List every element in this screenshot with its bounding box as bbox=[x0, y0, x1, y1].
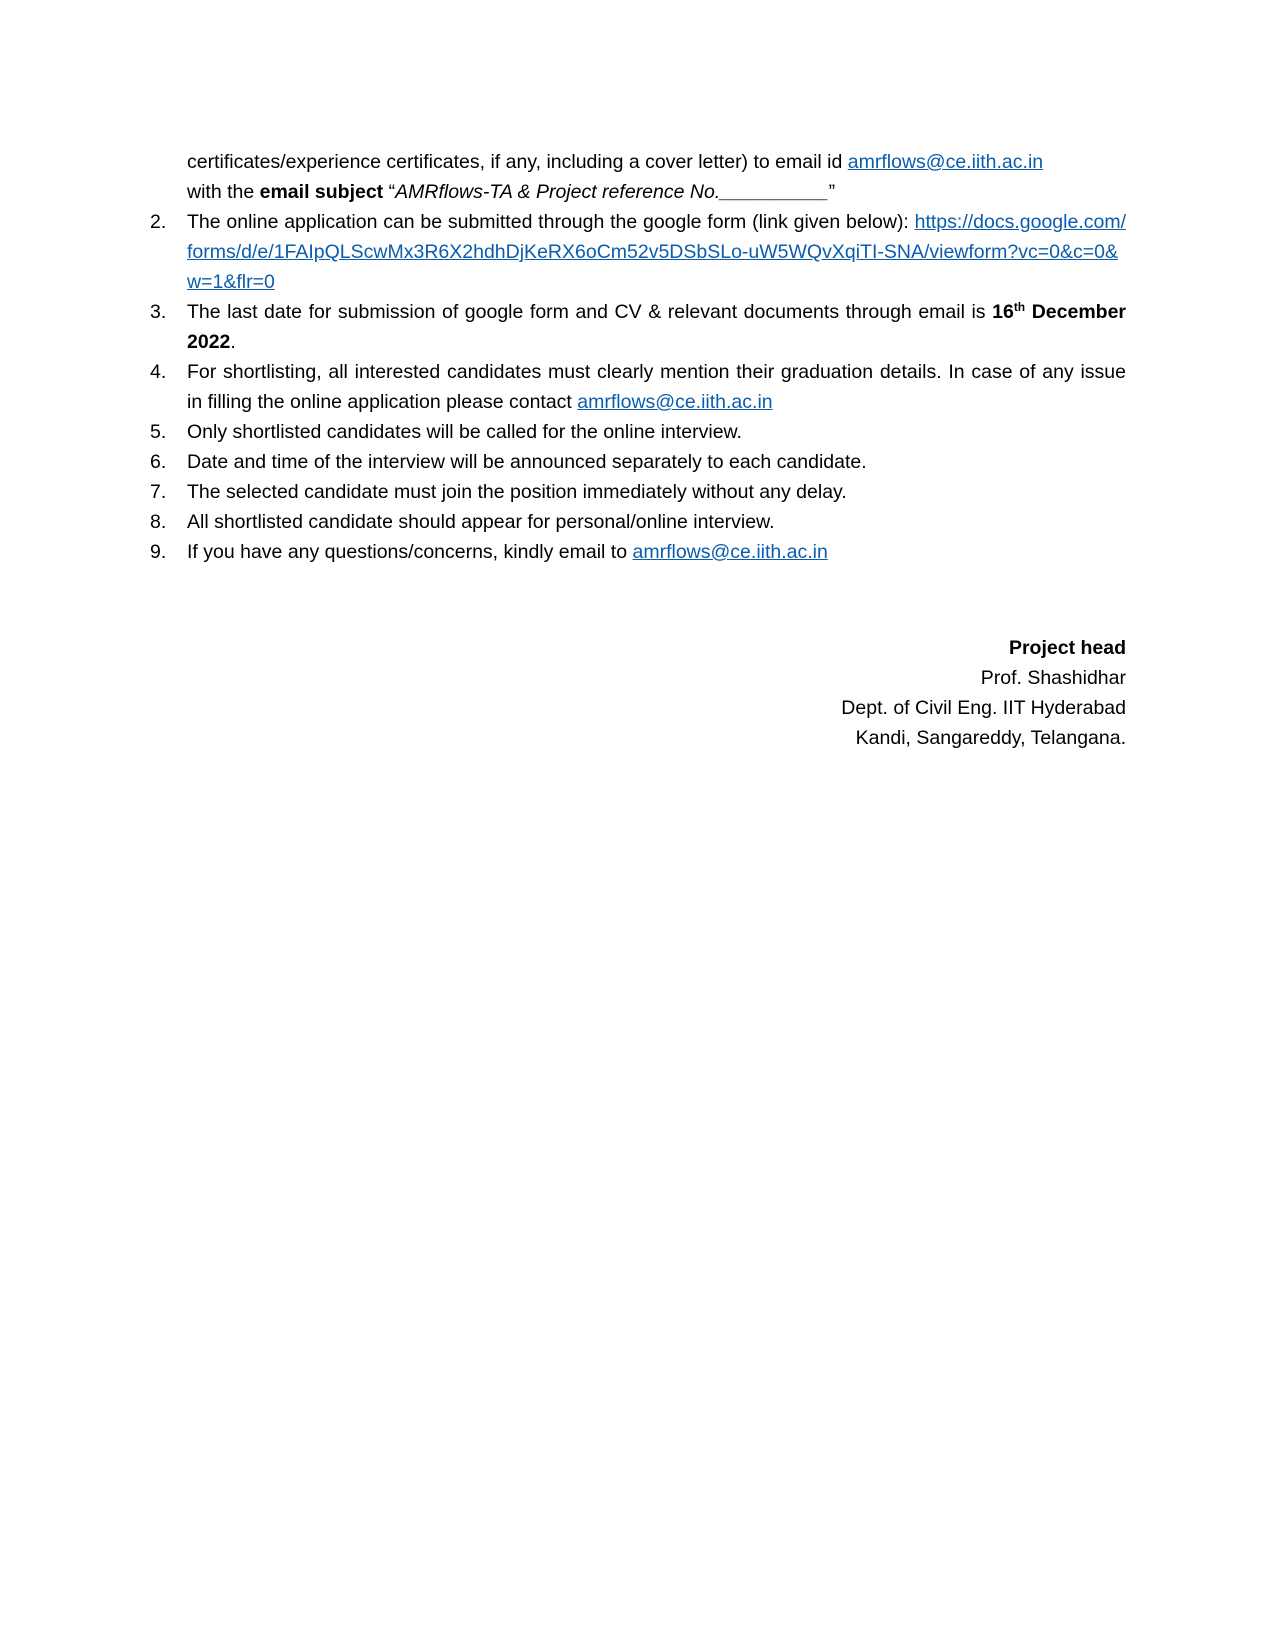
item-number: 9. bbox=[150, 541, 167, 563]
deadline-day: 16 bbox=[992, 301, 1014, 323]
list-item bbox=[150, 357, 1126, 417]
item-number: 4. bbox=[150, 361, 167, 383]
item-text: Only shortlisted candidates will be called for the online interview. bbox=[187, 421, 742, 443]
document-body bbox=[150, 147, 1126, 567]
open-quote: “ bbox=[383, 181, 396, 203]
close-quote: ” bbox=[828, 181, 836, 203]
continued-paragraph bbox=[150, 147, 1126, 207]
list-item bbox=[150, 447, 1126, 477]
email-subject-label: email subject bbox=[259, 181, 384, 203]
item-text: If you have any questions/concerns, kindly email to bbox=[187, 541, 633, 563]
deadline-day-suffix: th bbox=[1013, 300, 1026, 314]
list-item bbox=[150, 477, 1126, 507]
signature-department: Dept. of Civil Eng. IIT Hyderabad bbox=[841, 697, 1126, 719]
list-item bbox=[150, 417, 1126, 447]
item-number: 2. bbox=[150, 211, 167, 233]
item-text: All shortlisted candidate should appear for personal/online interview. bbox=[187, 511, 775, 533]
item-number: 6. bbox=[150, 451, 167, 473]
with-the-text: with the bbox=[187, 181, 260, 203]
email-link[interactable]: amrflows@ce.iith.ac.in bbox=[847, 151, 1044, 173]
signature-name: Prof. Shashidhar bbox=[980, 667, 1126, 689]
list-item bbox=[150, 507, 1126, 537]
signature-title: Project head bbox=[1008, 637, 1126, 659]
google-form-link[interactable]: https://docs.google.com/forms/d/e/1FAIpQLScwMx3R6X2hdhDjKeRX6oCm52v5DSbSLo-uW5WQvXqiTI-SNA/viewform?vc=0&c=0&w=1&flr=0 bbox=[187, 211, 1126, 293]
email-link[interactable]: amrflows@ce.iith.ac.in bbox=[632, 541, 828, 563]
signature-address: Kandi, Sangareddy, Telangana. bbox=[855, 727, 1126, 749]
item-end: . bbox=[230, 331, 236, 353]
list-item bbox=[150, 297, 1126, 357]
instructions-list bbox=[150, 207, 1126, 567]
deadline-month-year: December 2022 bbox=[187, 301, 1126, 353]
item-text: Date and time of the interview will be announced separately to each candidate. bbox=[187, 451, 867, 473]
item-text: For shortlisting, all interested candidates must clearly mention their graduation details. In case of any issue in filling the online application please contact bbox=[187, 361, 1126, 413]
item-number: 7. bbox=[150, 481, 167, 503]
item-number: 8. bbox=[150, 511, 167, 533]
email-link[interactable]: amrflows@ce.iith.ac.in bbox=[577, 391, 773, 413]
item-text: The last date for submission of google form and CV & relevant documents through email is bbox=[187, 301, 993, 323]
email-subject-value: AMRflows-TA & Project reference No.__________ bbox=[395, 181, 829, 203]
list-item bbox=[150, 207, 1126, 297]
item-number: 3. bbox=[150, 301, 167, 323]
item-text: The selected candidate must join the position immediately without any delay. bbox=[187, 481, 847, 503]
signature-block bbox=[841, 633, 1126, 753]
list-item bbox=[150, 537, 1126, 567]
item-text: The online application can be submitted through the google form (link given below): bbox=[187, 211, 915, 233]
item-number: 5. bbox=[150, 421, 167, 443]
continued-text: certificates/experience certificates, if any, including a cover letter) to email id bbox=[187, 151, 848, 173]
